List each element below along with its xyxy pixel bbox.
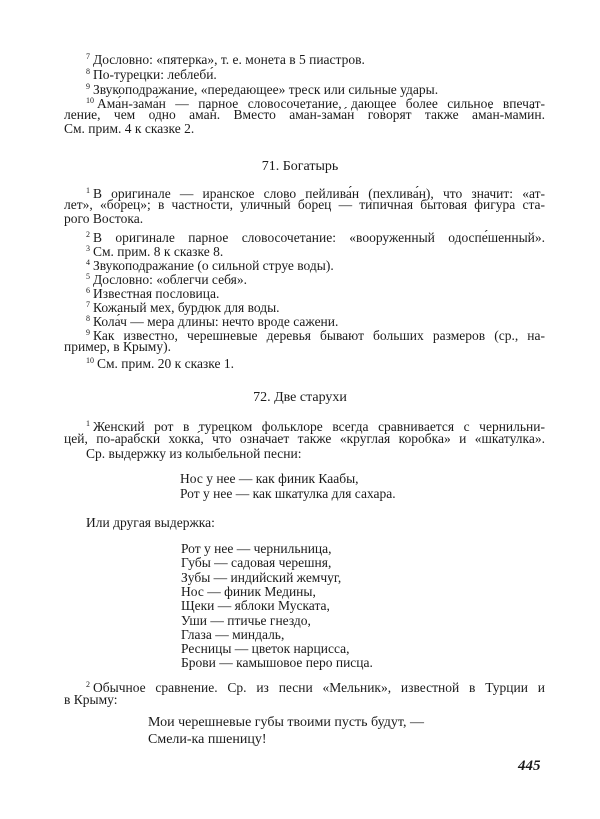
line-text: Нос у нее — как финик Каабы, (180, 471, 359, 486)
line-text: Звукоподражание (о сильной струе воды). (93, 258, 334, 273)
footnote-number: 9 (86, 82, 90, 91)
poem-line (181, 641, 350, 656)
footnote-line (64, 121, 194, 136)
line-text: Обычное сравнение. Ср. из песни «Мельник», известной в Турции и (93, 680, 545, 695)
line-text: в Крыму: (64, 692, 118, 707)
section-heading-72: 72. Две старухи (253, 390, 347, 405)
section-heading-71: 71. Богатырь (261, 159, 339, 174)
line-text: Нос — финик Медины, (181, 583, 316, 599)
footnote-line (64, 692, 117, 707)
line-text: Ср. выдержку из колыбельной песни: (86, 446, 302, 461)
footnote-line (86, 677, 545, 695)
line-text: лет», «борец»; в частности, уличный борец — типичная бытовая фигура ста- (64, 197, 545, 212)
footnote-number: 1 (86, 186, 90, 195)
line-text: Брови — камышовое перо писца. (181, 655, 373, 671)
line-text: См. прим. 8 к сказке 8. (93, 244, 224, 259)
poem-line (181, 655, 373, 670)
page-number: 445 (518, 758, 541, 774)
line-text: Ама́н-зама́н — парное словосочетание, дающее более сильное впечат- (97, 96, 545, 111)
footnote-number: 2 (86, 680, 90, 689)
line-text: Глаза — миндаль, (181, 626, 285, 642)
footnote-number: 8 (86, 314, 90, 323)
line-text: Губы — садовая черешня, (181, 555, 332, 571)
line-text: Щеки — яблоки Муската, (181, 598, 330, 614)
footnote-number: 6 (86, 286, 90, 295)
quote-line (148, 732, 266, 747)
footnote-line (64, 211, 143, 226)
line-text: Дословно: «пятерка», т. е. монета в 5 пиастров. (93, 52, 365, 67)
line-text: пример, в Крыму). (64, 339, 171, 354)
poem-line (181, 584, 316, 599)
line-text: Дословно: «облегчи себя». (93, 272, 247, 287)
quote-line (148, 715, 424, 730)
line-text: По-турецки: леблеби́. (93, 67, 217, 82)
line-text: Рот у нее — как шкатулка для сахара. (180, 486, 396, 501)
line-text: В оригинале парное словосочетание: «вооруженный одоспе́шенный». (93, 230, 545, 245)
line-text: ление, чем одно ама́н. Вместо ама́н-зама́н говорят также ама́н-мами́н. (64, 107, 545, 122)
footnote-line (64, 431, 545, 446)
poem-line (181, 570, 341, 585)
footnote-number: 3 (86, 244, 90, 253)
line-text: Рот у нее — чернильница, (181, 541, 332, 556)
footnote-line (86, 353, 234, 371)
footnote-line (86, 446, 301, 461)
poem-line (181, 541, 332, 556)
poem-line (181, 555, 331, 570)
line-text: Смели-ка пшеницу! (148, 732, 267, 747)
line-text: Как известно, черешневые деревья бывают больших размеров (ср., на- (93, 328, 545, 343)
footnote-line (64, 197, 545, 212)
poem-line (180, 471, 359, 486)
footnote-number: 4 (86, 258, 90, 267)
line-text: Кожаный мех, бурдюк для воды. (93, 300, 280, 315)
line-text: Звукоподражание, «передающее» треск или сильные удары. (93, 82, 439, 97)
line-text: Мои черешневые губы твоими пусть будут, — (148, 715, 424, 730)
poem-line (181, 598, 330, 613)
line-text: Или другая выдержка: (86, 515, 215, 530)
footnote-number: 10 (86, 356, 94, 365)
footnote-line (64, 339, 171, 354)
footnote-line (64, 107, 545, 122)
footnote-number: 10 (86, 96, 94, 105)
footnote-number: 1 (86, 419, 90, 428)
footnote-number: 8 (86, 67, 90, 76)
line-text: рого Востока. (64, 211, 144, 226)
line-text: Уши — птичье гнездо, (181, 612, 311, 628)
line-text: Известная пословица. (93, 286, 220, 301)
line-text: См. прим. 20 к сказке 1. (97, 356, 234, 371)
footnote-number: 9 (86, 328, 90, 337)
line-text: цей, по-арабски хокка́, что означает также «круглая коробка» и «шкатулка». (64, 431, 545, 446)
footnote-number: 7 (86, 52, 90, 61)
line-text: Ресницы — цветок нарцисса, (181, 641, 350, 657)
footnote-number: 5 (86, 272, 90, 281)
footnote-number: 2 (86, 230, 90, 239)
text-line (86, 515, 215, 530)
line-text: Кола́ч — мера длины: нечто вроде сажени. (93, 314, 339, 329)
poem-line (181, 613, 311, 628)
footnote-number: 7 (86, 300, 90, 309)
line-text: В оригинале — иранское слово пейлива́н (пехлива́н), что значит: «ат- (93, 186, 545, 201)
line-text: Женский рот в турецком фольклоре всегда сравнивается с чернильни- (93, 419, 545, 434)
line-text: Зубы — индийский жемчуг, (181, 569, 342, 585)
line-text: См. прим. 4 к сказке 2. (64, 121, 195, 136)
poem-line (180, 486, 396, 501)
poem-line (181, 627, 284, 642)
